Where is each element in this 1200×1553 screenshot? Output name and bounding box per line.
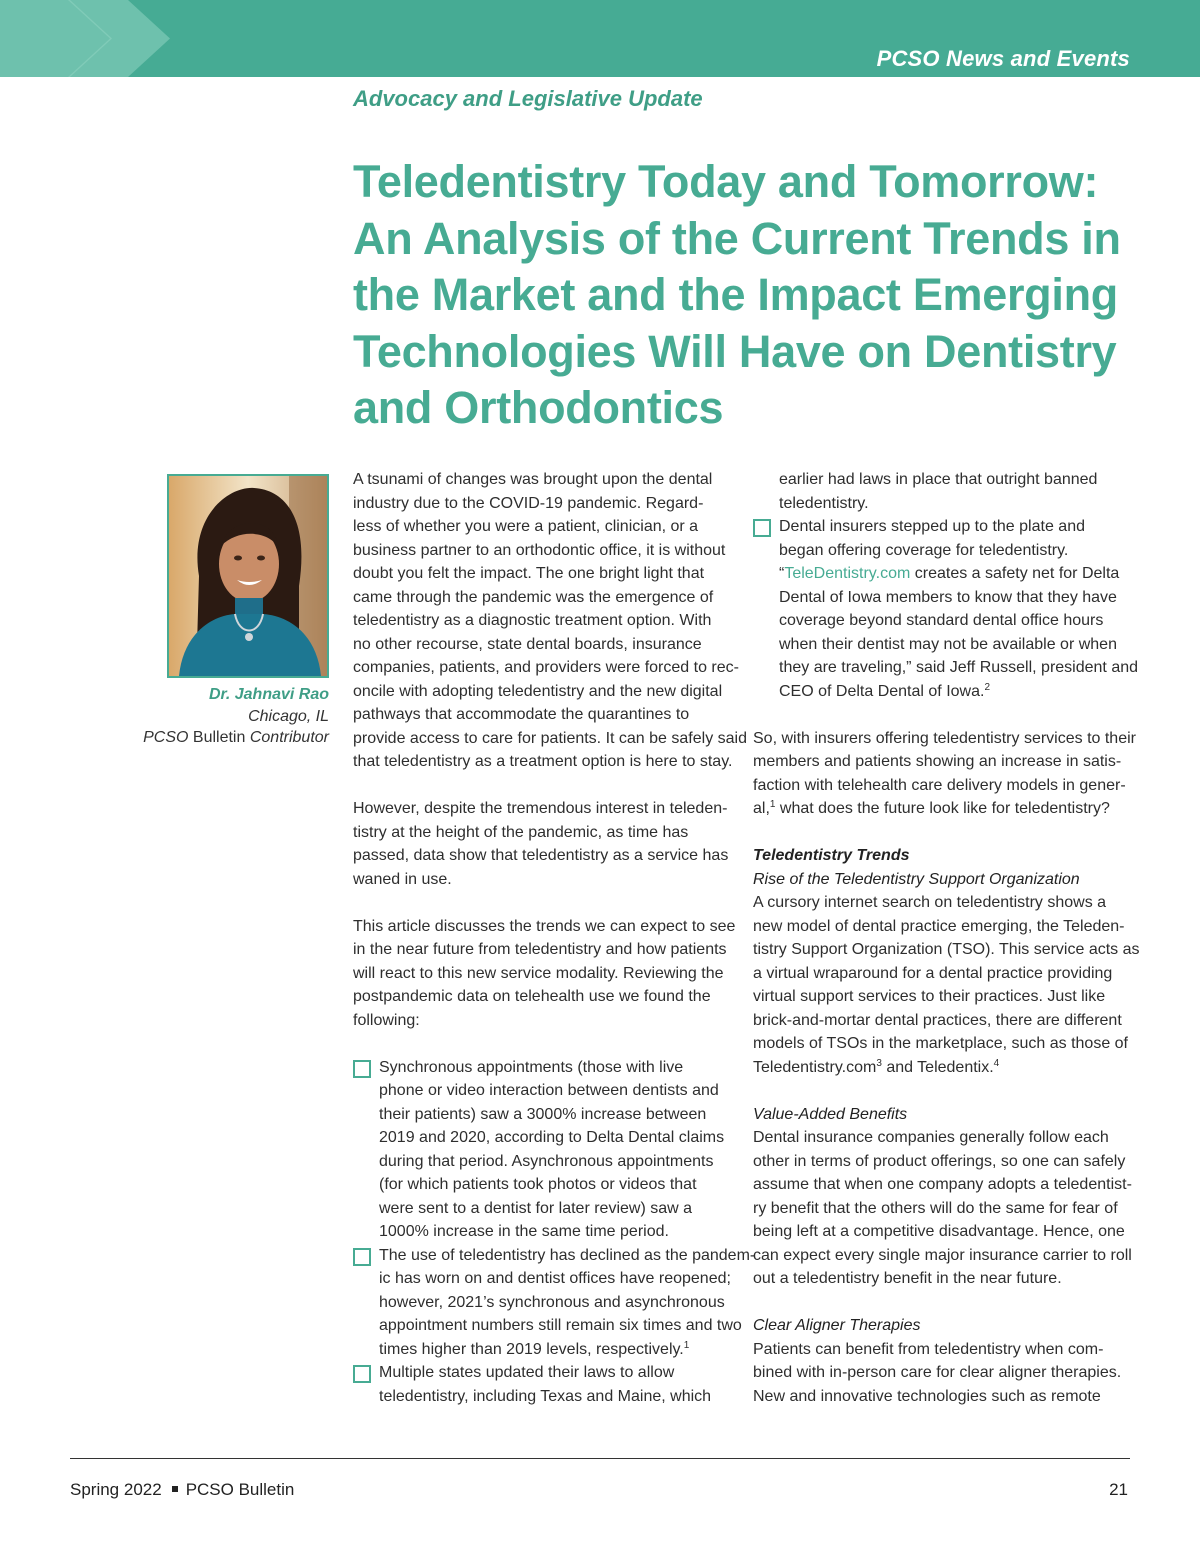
right-column <box>753 468 1140 1432</box>
teledentistry-link[interactable]: TeleDentistry.com <box>784 565 911 582</box>
paragraph-article-discusses <box>353 915 736 1033</box>
text-line: bined with in-person care for clear aligner therapies. <box>753 1364 1122 1381</box>
list-item <box>753 515 1139 703</box>
text-line: no other recourse, state dental boards, insurance <box>353 635 702 653</box>
findings-list <box>353 1056 756 1409</box>
author-portrait-icon <box>169 476 327 676</box>
title-line: and Orthodontics <box>353 382 724 433</box>
page-number: 21 <box>1109 1480 1128 1499</box>
footnote-ref: 4 <box>993 1057 1000 1069</box>
text-line: less of whether you were a patient, clinician, or a <box>353 518 699 535</box>
findings-list-continued <box>753 515 1139 703</box>
text-line: assume that when one company adopts a teledentist- <box>753 1176 1132 1193</box>
text-line: 2019 and 2020, according to Delta Dental claims <box>379 1129 725 1146</box>
text-line: in the near future from teledentistry and how patients <box>353 941 727 958</box>
text-line: coverage beyond standard dental office hours <box>779 612 1104 629</box>
author-role-end: Contributor <box>249 729 329 746</box>
footer-publication: PCSO Bulletin <box>185 1480 295 1499</box>
text-line: following: <box>353 1011 420 1029</box>
author-role <box>100 727 329 749</box>
article-title <box>353 154 1143 437</box>
text-line: 1000% increase in the same time period. <box>379 1223 669 1240</box>
paragraph-however <box>353 797 733 891</box>
text-line <box>753 1056 1131 1080</box>
text-line: models of TSOs in the marketplace, such as those of <box>753 1035 1128 1052</box>
text-line: New and innovative technologies such as remote <box>753 1387 1101 1405</box>
text-line: appointment numbers still remain six times and two <box>379 1317 742 1334</box>
text-fragment: al, <box>753 800 770 817</box>
text-line: teledentistry. <box>779 494 869 512</box>
text-line: tistry Support Organization (TSO). This service acts as <box>753 941 1140 958</box>
text-line <box>779 680 1131 704</box>
text-line: tistry at the height of the pandemic, as time has <box>353 823 689 841</box>
text-line: Multiple states updated their laws to allow <box>379 1364 675 1381</box>
subheading-clear-aligner: Clear Aligner Therapies <box>753 1317 921 1334</box>
section-trends <box>753 844 1140 1079</box>
text-line: ic has worn on and dentist offices have reopened; <box>379 1270 731 1287</box>
title-line: Technologies Will Have on Dentistry <box>353 325 1117 377</box>
text-line: came through the pandemic was the emergence of <box>353 588 714 606</box>
list-item <box>353 1056 733 1244</box>
section-label: PCSO News and Events <box>876 46 1130 71</box>
subheading-value-added: Value-Added Benefits <box>753 1105 908 1123</box>
list-item <box>353 1361 733 1408</box>
text-fragment: “ <box>779 565 785 582</box>
text-line: However, despite the tremendous interest in teleden- <box>353 800 728 817</box>
text-line: Dental insurers stepped up to the plate and <box>779 518 1085 535</box>
text-line: a virtual wraparound for a dental practice providing <box>753 964 1113 982</box>
footer-issue-date: Spring 2022 <box>70 1480 162 1499</box>
text-line: The use of teledentistry has declined as the pandem- <box>379 1246 756 1264</box>
section-value-added <box>753 1103 1131 1291</box>
footer-issue <box>70 1480 294 1500</box>
title-line: Teledentistry Today and Tomorrow: <box>353 156 1099 207</box>
footnote-ref: 3 <box>876 1057 882 1069</box>
text-line: will react to this new service modality. Reviewing the <box>353 964 724 982</box>
text-line: brick-and-mortar dental practices, there are different <box>753 1011 1122 1029</box>
section-clear-aligner <box>753 1314 1131 1408</box>
text-line: Dental of Iowa members to know that they have <box>779 588 1117 606</box>
list-item <box>353 1244 756 1362</box>
text-line: can expect every single major insurance carrier to roll <box>753 1246 1132 1264</box>
text-line: when their dentist may not be available or when <box>779 635 1117 653</box>
text-line: members and patients showing an increase in satis- <box>753 753 1122 770</box>
text-line: faction with telehealth care delivery models in gener- <box>753 776 1126 794</box>
text-line: A tsunami of changes was brought upon the dental <box>353 471 713 488</box>
text-line: virtual support services to their practices. Just like <box>753 988 1106 1005</box>
author-name: Dr. Jahnavi Rao <box>208 686 329 703</box>
square-bullet-icon <box>172 1486 178 1492</box>
footer-rule <box>70 1458 1130 1459</box>
title-line: the Market and the Impact Emerging <box>353 269 1118 320</box>
author-caption <box>100 684 329 749</box>
footnote-ref: 1 <box>769 799 776 810</box>
text-line: that teledentistry as a treatment option is here to stay. <box>353 753 733 770</box>
text-fragment: creates a safety net for Delta <box>910 565 1120 582</box>
footnote-ref: 1 <box>683 1339 690 1351</box>
text-line: their patients) saw a 3000% increase between <box>379 1105 707 1123</box>
text-line: oncile with adopting teledentistry and the new digital <box>353 682 723 700</box>
text-line: earlier had laws in place that outright banned <box>779 471 1098 488</box>
text-line: teledentistry as a diagnostic treatment option. With <box>353 612 712 629</box>
text-line: out a teledentistry benefit in the near future. <box>753 1270 1062 1287</box>
text-line: ry benefit that the others will do the same for fear of <box>753 1199 1118 1217</box>
text-line: business partner to an orthodontic office, it is without <box>353 541 726 559</box>
text-line: This article discusses the trends we can expect to see <box>353 917 736 935</box>
text-line: pathways that accommodate the quarantines to <box>353 706 690 723</box>
paragraph-so-with-insurers <box>753 727 1136 821</box>
text-line: being left at a competitive disadvantage. Hence, one <box>753 1223 1125 1240</box>
text-line: Patients can benefit from teledentistry when com- <box>753 1340 1104 1358</box>
left-column <box>353 468 756 1432</box>
text-line: phone or video interaction between dentists and <box>379 1082 719 1099</box>
author-photo <box>167 474 329 678</box>
text-line: new model of dental practice emerging, the Teleden- <box>753 917 1125 935</box>
text-line: waned in use. <box>353 870 452 888</box>
kicker: Advocacy and Legislative Update <box>353 86 703 111</box>
title-line: An Analysis of the Current Trends in <box>353 212 1121 264</box>
text-line: postpandemic data on telehealth use we found the <box>353 988 711 1005</box>
text-line: (for which patients took photos or videos that <box>379 1176 697 1193</box>
author-role-pub: PCSO <box>143 729 189 746</box>
text-line: began offering coverage for teledentistry. <box>779 541 1069 559</box>
subheading-tso: Rise of the Teledentistry Support Organization <box>753 870 1080 888</box>
text-line: doubt you felt the impact. The one bright light that <box>353 565 705 582</box>
text-line: industry due to the COVID-19 pandemic. Regard- <box>353 494 704 512</box>
text-line: companies, patients, and providers were forced to rec- <box>353 659 739 676</box>
text-line: other in terms of product offerings, so one can safely <box>753 1152 1126 1170</box>
author-role-mid: Bulletin <box>192 729 246 746</box>
text-fragment: and Teledentix. <box>881 1058 994 1076</box>
author-location: Chicago, IL <box>248 707 329 725</box>
text-line <box>779 562 1131 586</box>
chevron-decoration-icon <box>0 0 200 77</box>
text-line: were sent to a dentist for later review) saw a <box>379 1199 693 1217</box>
text-fragment: times higher than 2019 levels, respectively. <box>379 1340 684 1358</box>
text-line: Synchronous appointments (those with live <box>379 1058 684 1076</box>
checkbox-square-icon <box>353 1060 371 1078</box>
text-line: they are traveling,” said Jeff Russell, president and <box>779 659 1139 676</box>
text-line <box>379 1338 733 1362</box>
footnote-ref: 2 <box>984 681 990 693</box>
text-line: during that period. Asynchronous appointments <box>379 1152 714 1170</box>
text-line: provide access to care for patients. It can be safely said <box>353 729 747 747</box>
text-line: passed, data show that teledentistry as a service has <box>353 847 729 864</box>
text-line: however, 2021’s synchronous and asynchronous <box>379 1293 725 1311</box>
text-fragment: Teledentistry.com <box>753 1058 877 1076</box>
list-item-continued <box>753 468 1131 515</box>
text-line: So, with insurers offering teledentistry services to their <box>753 729 1136 747</box>
text-fragment: CEO of Delta Dental of Iowa. <box>779 682 985 700</box>
text-line: teledentistry, including Texas and Maine, which <box>379 1387 712 1405</box>
checkbox-square-icon <box>353 1365 371 1383</box>
subheading-trends: Teledentistry Trends <box>753 847 910 864</box>
header-band <box>0 0 1200 77</box>
checkbox-square-icon <box>353 1248 371 1266</box>
text-fragment: what does the future look like for teledentistry? <box>775 800 1110 817</box>
text-line: Dental insurance companies generally follow each <box>753 1129 1109 1146</box>
text-line: A cursory internet search on teledentistry shows a <box>753 894 1107 911</box>
paragraph-intro <box>353 468 747 774</box>
text-line <box>753 797 1131 821</box>
checkbox-square-icon <box>753 519 771 537</box>
